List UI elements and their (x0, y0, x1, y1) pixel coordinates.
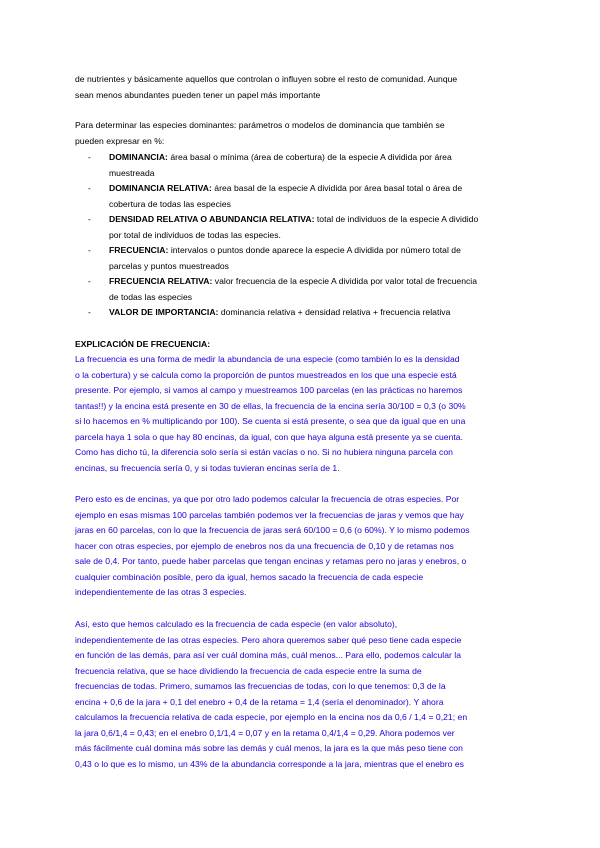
dominance-list (75, 150, 527, 321)
explanation-paragraph-3 (75, 617, 527, 772)
text-line: independientemente de las otras especies. Pero ahora queremos saber qué peso tiene cada especie (75, 634, 462, 645)
dash-bullet: - (88, 245, 91, 255)
explanation-paragraph-2 (75, 492, 527, 601)
item-term: VALOR DE IMPORTANCIA: (109, 307, 219, 317)
item-text: valor frecuencia de la especie A dividida por valor total de frecuencia (212, 276, 478, 286)
text-line: de nutrientes y básicamente aquellos que controlan o influyen sobre el resto de comunidad. Aunque (75, 74, 458, 84)
text-line: o la cobertura) y se calcula como la proporción de puntos muestreados en los que una especie está (75, 369, 457, 380)
item-term: FRECUENCIA RELATIVA: (109, 276, 213, 286)
text-line: Pero esto es de encinas, ya que por otro lado podemos calcular la frecuencia de otras especies. Por (75, 494, 460, 504)
text-line: Como has dicho tú, la diferencia solo sería si están vacías o no. Si no hubiera ninguna parcela con (75, 447, 453, 457)
section-heading: EXPLICACIÓN DE FRECUENCIA: (75, 339, 211, 349)
dash-bullet: - (88, 214, 91, 224)
item-text: de todas las especies (109, 291, 193, 302)
item-term: DOMINANCIA: (109, 152, 168, 162)
text-line: ejemplo en esas mismas 100 parcelas también podemos ver la frecuencias de jaras y vemos que hay (75, 509, 464, 520)
list-item-densidad-relativa (75, 212, 527, 243)
dash-bullet: - (88, 152, 91, 162)
text-line: parcela haya 1 sola o que hay 80 encinas, da igual, con que haya alguna está presente ya se cuenta. (75, 431, 464, 442)
item-text: muestreada (109, 167, 155, 178)
text-line: encinas, su frecuencia sería 0, y si todas tuvieran encinas sería de 1. (75, 462, 340, 473)
item-term: DOMINANCIA RELATIVA: (109, 183, 212, 193)
text-line: 0,43 o lo que es lo mismo, un 43% de la abundancia corresponde a la jara, mientras que el enebro es (75, 758, 464, 769)
item-term: FRECUENCIA: (109, 245, 169, 255)
list-item-frecuencia-relativa (75, 274, 527, 305)
text-line: jaras en 60 parcelas, con lo que la frecuencia de jaras será 60/100 = 0,6 (o 60%). Y lo mismo podemos (75, 525, 470, 535)
text-line: sale de 0,4. Por tanto, puede haber parcelas que tengan encinas y retamas pero no jaras y enebros, o (75, 556, 467, 566)
dash-bullet: - (88, 276, 91, 286)
item-text: dominancia relativa + densidad relativa + frecuencia relativa (218, 307, 451, 317)
text-line: frecuencias de todas. Primero, sumamos las frecuencias de todas, con lo que tenemos: 0,3 de la (75, 681, 446, 691)
text-line: sean menos abundantes pueden tener un papel más importante (75, 89, 321, 100)
list-item-dominancia (75, 150, 527, 181)
list-item-frecuencia (75, 243, 527, 274)
list-item-valor-importancia (75, 305, 527, 321)
explanation-paragraph-1 (75, 352, 527, 476)
intro-paragraph (75, 72, 527, 103)
item-text: área basal o mínima (área de cobertura) de la especie A dividida por área (167, 152, 452, 162)
item-text: total de individuos de la especie A dividido (314, 214, 479, 224)
text-line: independientemente de las otras 3 especies. (75, 587, 247, 597)
text-line: cualquier combinación posible, pero da igual, hemos sacado la frecuencia de cada especie (75, 571, 424, 582)
dash-bullet: - (88, 307, 91, 317)
dominance-intro (75, 118, 527, 149)
text-line: Así, esto que hemos calculado es la frecuencia de cada especie (en valor absoluto), (75, 619, 398, 629)
item-text: área basal de la especie A dividida por área basal total o área de (211, 183, 463, 193)
item-text: cobertura de todas las especies (109, 198, 231, 209)
text-line: frecuencia relativa, que se hace dividiendo la frecuencia de cada especie entre la suma de (75, 665, 422, 676)
text-line: en función de las demás, para así ver cuál domina más, cuál menos... Para ello, podemos calcular la (75, 650, 462, 660)
text-line: pueden expresar en %: (75, 135, 165, 146)
text-line: más fácilmente cuál domina más sobre las demás y cuál menos, la jara es la que más peso tiene con (75, 743, 463, 753)
text-line: presente. Por ejemplo, si vamos al campo y muestreamos 100 parcelas (en las prácticas no haremos (75, 385, 463, 395)
text-line: Para determinar las especies dominantes: parámetros o modelos de dominancia que también se (75, 120, 445, 130)
text-line: hacer con otras especies, por ejemplo de enebros nos da una frecuencia de 0,10 y de retamas nos (75, 540, 454, 551)
text-line: la jara 0,6/1,4 = 0,43; en el enebro 0,1/1,4 = 0,07 y en la retama 0,4/1,4 = 0,29. Ahora podemos ver (75, 727, 455, 738)
list-item-dominancia-relativa (75, 181, 527, 212)
text-line: calculamos la frecuencia relativa de cada especie, por ejemplo en la encina nos da 0,6 / 1,4 = 0,21; en (75, 712, 468, 722)
dash-bullet: - (88, 183, 91, 193)
item-text: parcelas y puntos muestreados (109, 260, 230, 271)
text-line: La frecuencia es una forma de medir la abundancia de una especie (como también lo es la densidad (75, 354, 460, 364)
text-line: tantas!!) y la encina está presente en 30 de ellas, la frecuencia de la encina sería 30/100 = 0,3 (o 30% (75, 400, 466, 411)
item-term: DENSIDAD RELATIVA O ABUNDANCIA RELATIVA: (109, 214, 315, 224)
text-line: si lo hacemos en % multiplicando por 100). Se cuenta si está presente, o sea que da igual que en una (75, 416, 466, 426)
text-line: encina + 0,6 de la jara + 0,1 del enebro + 0,4 de la retama = 1,4 (sería el denominador). Y ahora (75, 696, 444, 707)
item-text: intervalos o puntos donde aparece la especie A dividida por número total de (168, 245, 461, 255)
item-text: por total de individuos de todas las especies. (109, 229, 281, 240)
